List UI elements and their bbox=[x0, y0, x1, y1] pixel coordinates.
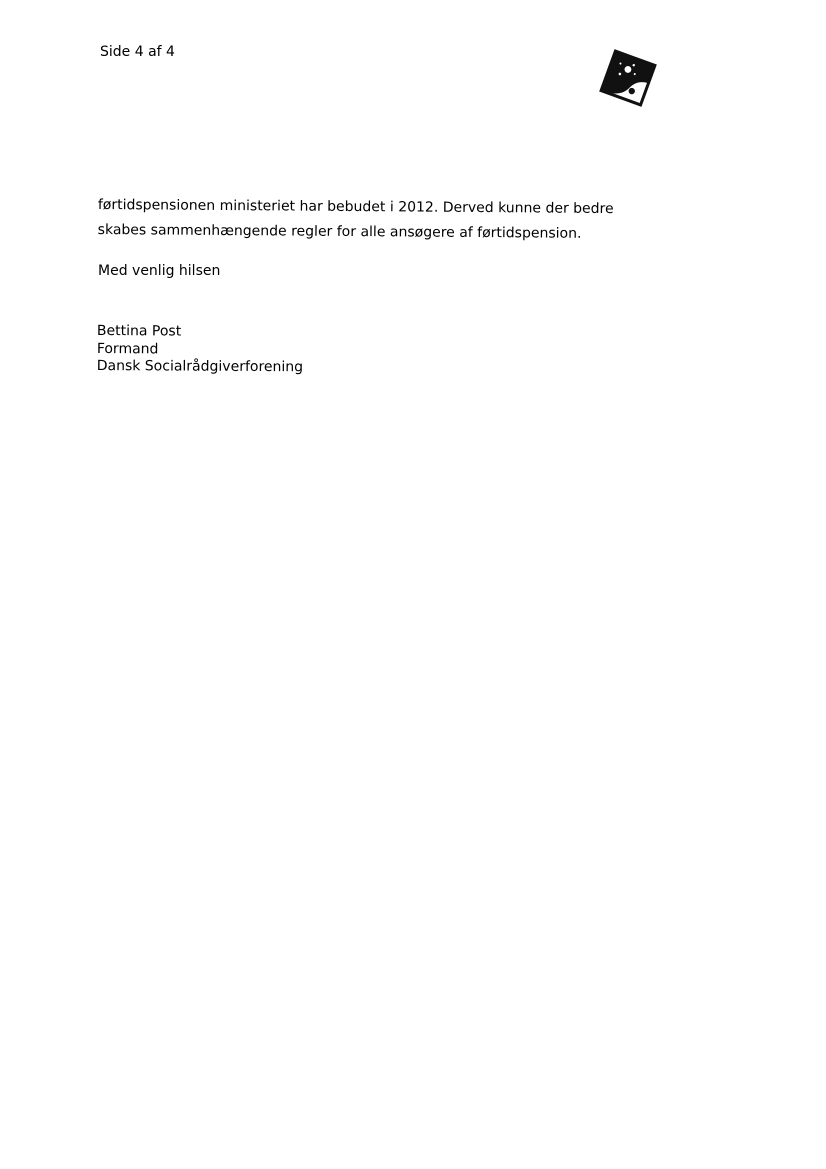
signer-organization: Dansk Socialrådgiverforening bbox=[96, 357, 304, 376]
signer-name: Bettina Post bbox=[96, 323, 182, 340]
signature-block bbox=[97, 323, 304, 377]
body-line: førtidspensionen ministeriet har bebudet i 2012. Derved kunne der bedre bbox=[97, 196, 614, 218]
closing-greeting: Med venlig hilsen bbox=[98, 263, 221, 279]
body-line: skabes sammenhængende regler for alle ansøgere af førtidspension. bbox=[97, 221, 582, 242]
signer-title: Formand bbox=[96, 340, 159, 357]
page-number: Side 4 af 4 bbox=[100, 44, 175, 60]
organization-logo-icon bbox=[596, 46, 660, 110]
letter-body bbox=[98, 193, 638, 247]
